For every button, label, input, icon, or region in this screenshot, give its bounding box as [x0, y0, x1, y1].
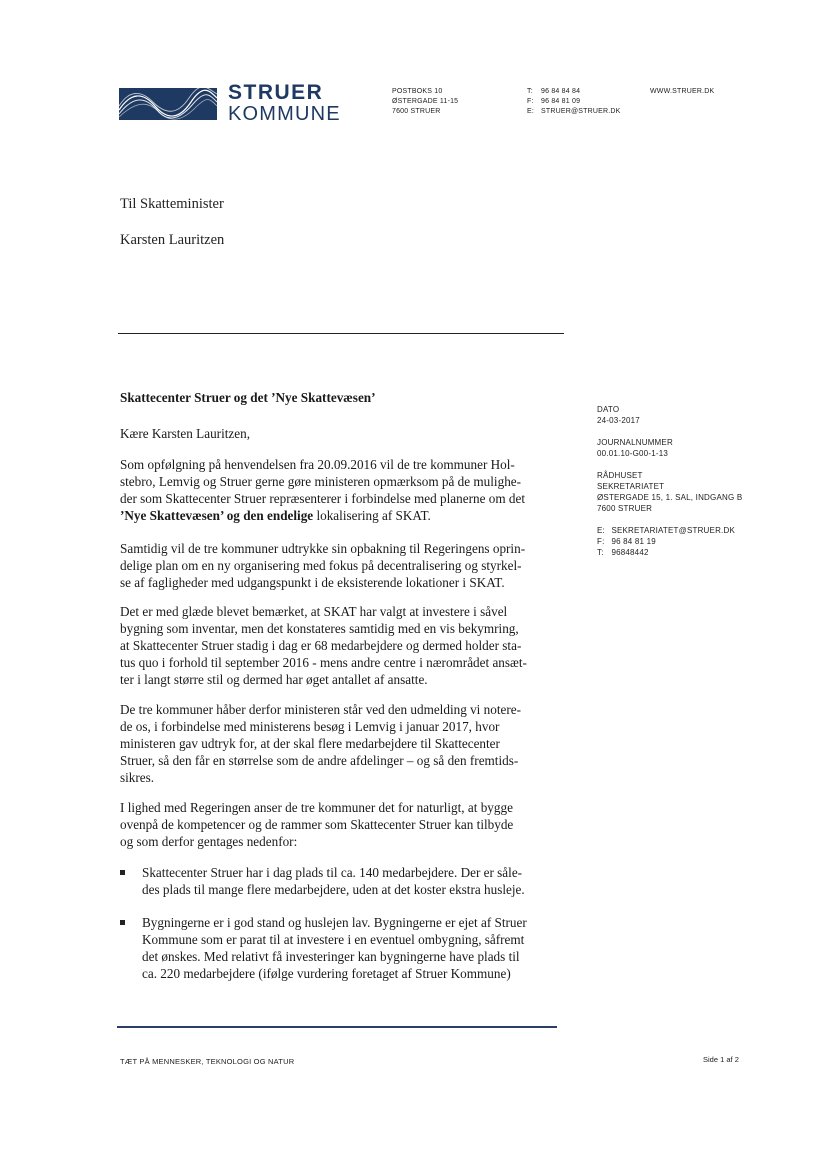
text-line: bygning som inventar, men det konstateres samtidig med en vis bekymring, [120, 621, 519, 636]
logo-wave-icon [119, 88, 217, 120]
text-line [120, 507, 565, 524]
text-line: det ønskes. Med relativt få investeringer kan bygningerne have plads til [142, 949, 520, 964]
text-span: lokalisering af SKAT. [313, 508, 431, 523]
text-line: der som Skattecenter Struer repræsenterer i forbindelse med planerne om det [120, 491, 526, 506]
journal-label: JOURNALNUMMER [597, 438, 673, 447]
date-value: 24-03-2017 [597, 416, 640, 425]
contact-label: E: [527, 108, 535, 115]
text-line: Det er med glæde blevet bemærket, at SKAT har valgt at investere i såvel [120, 604, 508, 619]
page-number: Side 1 af 2 [703, 1055, 739, 1064]
contact-label: T: [597, 548, 604, 557]
recipient-name: Karsten Lauritzen [120, 232, 225, 248]
logo-subname: KOMMUNE [228, 103, 341, 125]
side-email: SEKRETARIATET@STRUER.DK [611, 526, 735, 535]
text-line: De tre kommuner håber derfor ministeren står ved den udmelding vi notere- [120, 702, 521, 717]
divider [118, 333, 564, 334]
text-line: Struer, så den får en størrelse som de andre afdelinger – og så den fremtids- [120, 753, 519, 768]
contact-label: F: [527, 98, 534, 105]
text-line: Samtidig vil de tre kommuner udtrykke sin opbakning til Regeringens oprin- [120, 541, 526, 556]
text-line: Skattecenter Struer har i dag plads til ca. 140 medarbejdere. Der er såle- [142, 865, 523, 880]
text-line: Som opfølgning på henvendelsen fra 20.09.2016 vil de tre kommuner Hol- [120, 457, 515, 472]
text-line: stebro, Lemvig og Struer gerne gøre ministeren opmærksom på de mulighe- [120, 474, 522, 489]
text-line: ovenpå de kompetencer og de rammer som Skattecenter Struer kan tilbyde [120, 817, 514, 832]
recipient-title: Til Skatteminister [120, 196, 224, 212]
letter-subject: Skattecenter Struer og det ’Nye Skattevæsen’ [120, 390, 376, 405]
text-line: Kommune som er parat til at investere i en eventuel ombygning, såfremt [142, 932, 525, 947]
fax-value: 96 84 81 09 [541, 98, 581, 105]
bullet-icon [120, 870, 125, 875]
website-link[interactable]: WWW.STRUER.DK [650, 88, 715, 95]
text-line: ministeren gav udtryk for, at der skal flere medarbejdere til Skattecenter [120, 736, 500, 751]
text-line: ter i langt større stil og dermed har øget antallet af ansatte. [120, 672, 428, 687]
bullet-item [120, 864, 565, 898]
side-phone: 96848442 [611, 548, 649, 557]
contact-label: T: [527, 88, 533, 95]
text-line: sikres. [120, 770, 155, 785]
paragraph-1 [120, 456, 565, 524]
header-address [392, 87, 458, 117]
journal-value: 00.01.10-G00-1-13 [597, 449, 669, 458]
logo-name: STRUER [228, 81, 324, 104]
text-line: delige plan om en ny organisering med fokus på decentralisering og styrkel- [120, 558, 522, 573]
bullet-item [120, 914, 565, 982]
paragraph-5 [120, 799, 565, 850]
text-line: de os, i forbindelse med ministerens besøg i Lemvig i januar 2017, hvor [120, 719, 500, 734]
office-line: ØSTERGADE 15, 1. SAL, INDGANG B [597, 493, 743, 502]
date-label: DATO [597, 405, 620, 414]
footer-tagline: TÆT PÅ MENNESKER, TEKNOLOGI OG NATUR [120, 1057, 295, 1066]
contact-label: F: [597, 537, 605, 546]
office-line: RÅDHUSET [597, 471, 643, 480]
bold-text: ’Nye Skattevæsen’ og den endelige [120, 508, 314, 523]
text-line: tus quo i forhold til september 2016 - mens andre centre i nærområdet ansæt- [120, 655, 527, 670]
address-line: ØSTERGADE 11-15 [392, 98, 459, 105]
text-line: se af fagligheder med udgangspunkt i de eksisterende lokationer i SKAT. [120, 575, 505, 590]
text-line: Bygningerne er i god stand og huslejen lav. Bygningerne er ejet af Struer [142, 915, 527, 930]
logo [228, 82, 341, 124]
email-value: STRUER@STRUER.DK [541, 108, 621, 115]
header-contact [527, 87, 621, 117]
side-fax: 96 84 81 19 [611, 537, 656, 546]
text-line: og som derfor gentages nedenfor: [120, 834, 298, 849]
office-line: SEKRETARIATET [597, 482, 665, 491]
address-line: 7600 STRUER [392, 108, 441, 115]
office-line: 7600 STRUER [597, 504, 653, 513]
side-info [597, 404, 807, 558]
text-line: at Skattecenter Struer stadig i dag er 68 medarbejdere og dermed holder sta- [120, 638, 522, 653]
text-line: ca. 220 medarbejdere (ifølge vurdering foretaget af Struer Kommune) [142, 966, 511, 981]
text-line: I lighed med Regeringen anser de tre kommuner det for naturligt, at bygge [120, 800, 513, 815]
paragraph-4 [120, 701, 565, 786]
phone-value: 96 84 84 84 [541, 88, 581, 95]
bullet-icon [120, 920, 125, 925]
address-line: POSTBOKS 10 [392, 88, 443, 95]
text-line: des plads til mange flere medarbejdere, uden at det koster ekstra husleje. [142, 882, 525, 897]
paragraph-2 [120, 540, 565, 591]
paragraph-3 [120, 603, 565, 688]
letter-greeting: Kære Karsten Lauritzen, [120, 426, 250, 441]
footer-divider [117, 1026, 557, 1028]
contact-label: E: [597, 526, 605, 535]
